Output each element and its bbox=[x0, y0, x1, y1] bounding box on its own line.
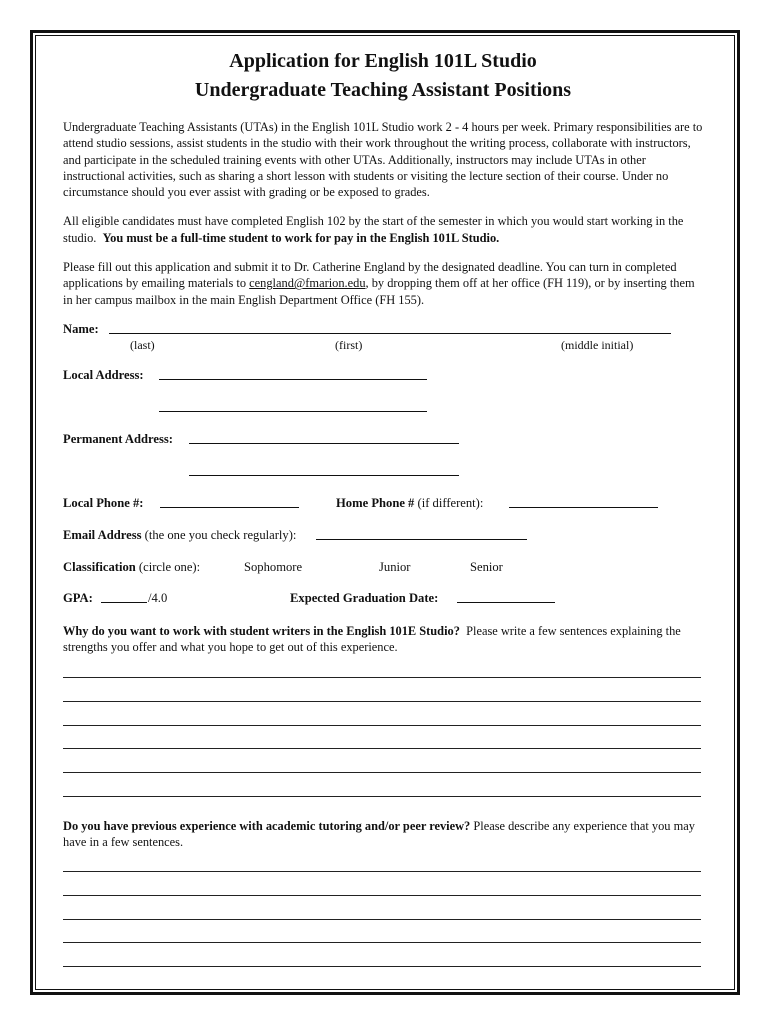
home-phone-label bbox=[336, 495, 483, 511]
graduation-date-field[interactable] bbox=[457, 602, 555, 603]
contact-email-link[interactable]: cengland@fmarion.edu bbox=[249, 276, 366, 291]
question-1 bbox=[63, 623, 703, 656]
answer-2-line-3[interactable] bbox=[63, 919, 701, 920]
local-address-field-1[interactable] bbox=[159, 379, 427, 380]
home-phone-label-text: Home Phone # bbox=[336, 495, 415, 510]
answer-1-line-5[interactable] bbox=[63, 772, 701, 773]
classification-option-sophomore[interactable]: Sophomore bbox=[244, 559, 303, 574]
email-note: (the one you check regularly): bbox=[144, 527, 297, 542]
classification-note: (circle one): bbox=[138, 559, 201, 574]
application-form bbox=[63, 48, 703, 975]
name-field[interactable] bbox=[109, 333, 671, 334]
question-1-answer-area[interactable] bbox=[63, 656, 703, 806]
name-last-label: (last) bbox=[130, 337, 155, 352]
answer-2-line-5[interactable] bbox=[63, 966, 701, 967]
name-middle-label: (middle initial) bbox=[561, 337, 634, 352]
form-subtitle: Undergraduate Teaching Assistant Positions bbox=[194, 79, 572, 101]
gpa-scale: /4.0 bbox=[148, 590, 168, 605]
answer-2-line-1[interactable] bbox=[63, 871, 701, 872]
permanent-address-row bbox=[63, 431, 703, 447]
gpa-label: GPA: bbox=[63, 590, 93, 605]
submission-paragraph bbox=[63, 259, 703, 308]
eligibility-text: All eligible candidates must have completed English 102 by the start of the semester in which you would start working in the studio. bbox=[63, 214, 684, 245]
submission-text-end: , by dropping them off at her office (FH 119), or by inserting them in her campus mailbox in the main English Department Office (FH 155). bbox=[63, 276, 695, 307]
name-first-label: (first) bbox=[335, 337, 363, 352]
name-sublabels bbox=[63, 337, 703, 353]
question-1-prompt: Please write a few sentences explaining the strengths you offer and what you hope to get out of this experience. bbox=[63, 623, 681, 655]
permanent-address-field-2[interactable] bbox=[189, 475, 459, 476]
name-label: Name: bbox=[63, 321, 99, 336]
home-phone-note: (if different): bbox=[417, 495, 484, 510]
classification-label bbox=[63, 559, 200, 575]
answer-1-line-4[interactable] bbox=[63, 748, 701, 749]
classification-row bbox=[63, 559, 703, 575]
home-phone-field[interactable] bbox=[509, 507, 658, 508]
question-2-prompt: Please describe any experience that you may have in a few sentences. bbox=[63, 818, 695, 849]
local-address-row bbox=[63, 367, 703, 383]
classification-option-junior[interactable]: Junior bbox=[379, 559, 411, 574]
form-title: Application for English 101L Studio bbox=[229, 50, 537, 72]
answer-1-line-1[interactable] bbox=[63, 677, 701, 678]
local-address-field-2[interactable] bbox=[159, 411, 427, 412]
gpa-row bbox=[63, 590, 703, 606]
classification-option-senior[interactable]: Senior bbox=[470, 559, 503, 574]
answer-2-line-2[interactable] bbox=[63, 895, 701, 896]
answer-2-line-4[interactable] bbox=[63, 942, 701, 943]
local-address-label: Local Address: bbox=[63, 367, 144, 382]
eligibility-paragraph bbox=[63, 213, 703, 246]
local-address-row-2 bbox=[63, 399, 703, 415]
submission-text: Please fill out this application and submit it to Dr. Catherine England by the designated deadline. You can turn in completed applications by emailing materials to bbox=[63, 260, 677, 291]
permanent-address-row-2 bbox=[63, 463, 703, 479]
gpa-field[interactable] bbox=[101, 602, 147, 603]
question-2-title: Do you have previous experience with academic tutoring and/or peer review? bbox=[63, 818, 471, 833]
local-phone-field[interactable] bbox=[160, 507, 299, 508]
question-2-answer-area[interactable] bbox=[63, 850, 703, 975]
email-field[interactable] bbox=[316, 539, 527, 540]
phone-row bbox=[63, 495, 703, 511]
local-phone-label: Local Phone #: bbox=[63, 495, 144, 510]
permanent-address-field-1[interactable] bbox=[189, 443, 459, 444]
email-label-text: Email Address bbox=[63, 527, 142, 542]
graduation-date-label: Expected Graduation Date: bbox=[290, 590, 439, 605]
question-2 bbox=[63, 818, 703, 851]
answer-1-line-3[interactable] bbox=[63, 725, 701, 726]
name-row bbox=[63, 321, 703, 337]
answer-1-line-6[interactable] bbox=[63, 796, 701, 797]
permanent-address-label: Permanent Address: bbox=[63, 431, 173, 446]
email-label bbox=[63, 527, 296, 543]
question-1-title: Why do you want to work with student writers in the English 101E Studio? bbox=[63, 623, 460, 638]
email-row bbox=[63, 527, 703, 543]
eligibility-requirement: You must be a full-time student to work for pay in the English 101L Studio. bbox=[102, 230, 500, 245]
intro-paragraph: Undergraduate Teaching Assistants (UTAs) in the English 101L Studio work 2 - 4 hours per week. Primary responsibilities are to attend studio sessions, assist students in the studio with their work throughout the writing process, collaborate with instructors, and participate in the scheduled training events with other UTAs. Additionally, instructors may include UTAs in other instructional activities, such as sharing a short lesson with students or visiting the lecture section of their course. Under no circumstance should you ever assist with grading or be exposed to grades. bbox=[63, 120, 703, 200]
answer-1-line-2[interactable] bbox=[63, 701, 701, 702]
classification-label-text: Classification bbox=[63, 559, 136, 574]
